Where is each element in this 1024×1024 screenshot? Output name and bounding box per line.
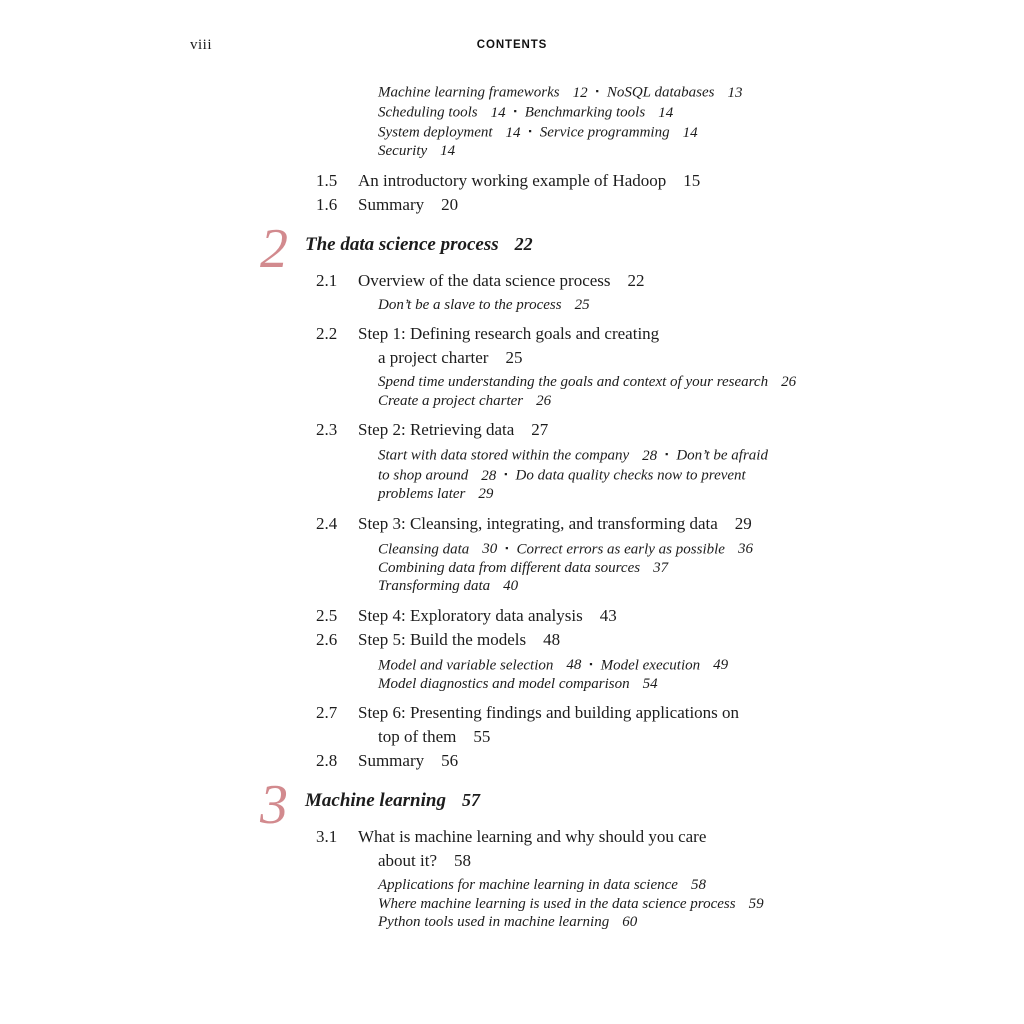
section-line	[262, 269, 862, 293]
section-title: Step 4: Exploratory data analysis	[358, 605, 583, 625]
section-number: 2.3	[316, 420, 338, 439]
page-number: 54	[642, 675, 658, 692]
section-continuation-line	[262, 725, 862, 749]
page-number: 57	[461, 790, 480, 810]
section-title: a project charter	[378, 348, 489, 367]
page-number: 22	[627, 270, 645, 290]
section-continuation-line	[262, 849, 862, 873]
section-title: An introductory working example of Hadoop	[358, 170, 667, 190]
subentry-title: problems later	[378, 486, 466, 502]
subentry-title: Service programming	[539, 124, 670, 141]
toc-subentry-line	[262, 122, 862, 142]
subentry-title: Create a project charter	[378, 392, 524, 409]
page-number: 12	[572, 84, 588, 101]
section-number: 2.2	[316, 324, 338, 343]
section-number: 1.5	[316, 170, 338, 190]
toc-section-entry	[262, 749, 862, 773]
subentry-title: Applications for machine learning in data science	[378, 877, 678, 893]
toc-subentry-line	[262, 913, 862, 932]
subentry-title: Correct errors as early as possible	[516, 541, 725, 557]
toc-subentries-block	[262, 539, 862, 596]
bullet-separator-icon: ▪	[595, 86, 599, 96]
section-number: 2.1	[316, 270, 338, 290]
toc-subentry-line	[262, 82, 862, 102]
section-number: 2.4	[316, 513, 338, 533]
subentry-title: Model execution	[600, 657, 701, 673]
bullet-separator-icon: ▪	[665, 449, 669, 459]
toc-subentry-line	[262, 675, 862, 694]
chapter-number: 2	[260, 217, 288, 280]
page-number: 14	[505, 124, 521, 141]
page-number: 14	[490, 104, 506, 121]
page-number: 25	[574, 296, 590, 313]
toc-section-entry	[262, 825, 862, 873]
toc-subentry-line	[262, 392, 862, 411]
chapter-title-line	[305, 234, 533, 256]
page-number: 36	[737, 541, 753, 557]
subentry-title: Machine learning frameworks	[378, 84, 560, 101]
bullet-separator-icon: ▪	[504, 469, 508, 479]
page-number: 40	[503, 578, 519, 594]
page-number: 13	[727, 84, 743, 101]
toc	[262, 79, 862, 932]
toc-subentries-block	[262, 876, 862, 932]
subentry-title: Model diagnostics and model comparison	[378, 675, 630, 692]
page-number-folio: viii	[190, 37, 213, 53]
page-number: 26	[536, 392, 552, 409]
subentry-title: Combining data from different data sources	[378, 559, 641, 576]
subentry-title: Model and variable selection	[378, 657, 554, 673]
toc-section-entry	[262, 418, 862, 442]
section-line	[262, 418, 862, 442]
toc-subentry-line	[262, 876, 862, 895]
section-title: Step 2: Retrieving data	[358, 420, 515, 439]
page-number: 28	[481, 467, 497, 484]
bullet-separator-icon: ▪	[505, 542, 509, 553]
toc-subentry-line	[262, 296, 862, 315]
subentry-title: Scheduling tools	[378, 104, 478, 121]
section-number: 2.7	[316, 703, 338, 722]
chapter-heading	[260, 774, 862, 836]
page-number: 14	[440, 143, 456, 159]
page-number: 14	[658, 104, 674, 121]
page-number: 29	[734, 513, 752, 533]
subentry-title: Transforming data	[378, 578, 491, 594]
section-number: 3.1	[316, 827, 338, 846]
page-number: 56	[441, 751, 459, 770]
page-number: 55	[473, 727, 491, 746]
section-line	[262, 628, 862, 652]
page-number: 58	[454, 851, 472, 870]
bullet-separator-icon: ▪	[513, 106, 517, 116]
subentry-title: NoSQL databases	[606, 84, 715, 101]
toc-subentry-line	[262, 559, 862, 578]
page-number: 22	[514, 233, 533, 254]
section-title: Step 6: Presenting findings and building applications on	[358, 703, 740, 722]
page-number: 20	[441, 194, 459, 214]
subentry-title: Don’t be afraid	[676, 447, 768, 464]
toc-subentry-line	[262, 895, 862, 914]
subentry-title: Benchmarking tools	[524, 104, 646, 121]
subentry-title: Cleansing data	[378, 541, 470, 557]
toc-section-entry	[262, 604, 862, 628]
page-number: 25	[505, 348, 523, 367]
toc-section-entry	[262, 701, 862, 749]
section-continuation-line	[262, 346, 862, 370]
page-number: 37	[653, 559, 669, 576]
toc-subentry-line	[262, 577, 862, 596]
toc-subentry-line	[262, 655, 862, 675]
subentry-title: Where machine learning is used in the data science process	[378, 895, 736, 912]
subentry-title: System deployment	[378, 124, 493, 141]
section-line	[262, 322, 862, 346]
subentry-title: to shop around	[378, 467, 469, 484]
page-number: 60	[622, 914, 638, 930]
page-number: 58	[690, 877, 706, 893]
bullet-separator-icon: ▪	[528, 126, 532, 136]
toc-section-entry	[262, 169, 862, 193]
chapter-title-line	[305, 790, 480, 812]
running-head: CONTENTS	[476, 39, 548, 51]
section-line	[262, 749, 862, 773]
page-number: 28	[642, 447, 658, 464]
toc-subentry-line	[262, 445, 862, 465]
page-number: 48	[566, 657, 582, 673]
section-title: about it?	[378, 851, 438, 870]
toc-subentry-line	[262, 142, 862, 161]
toc-subentry-line	[262, 373, 862, 392]
section-number: 2.8	[316, 751, 338, 770]
subentry-title: Spend time understanding the goals and context of your research	[378, 374, 769, 390]
toc-subentry-line	[262, 465, 862, 485]
section-title: Overview of the data science process	[358, 270, 611, 290]
section-number: 2.6	[316, 629, 338, 649]
section-title: Step 1: Defining research goals and creating	[358, 324, 660, 343]
section-line	[262, 825, 862, 849]
toc-section-entry	[262, 269, 862, 293]
page-number: 43	[599, 605, 617, 625]
subentry-title: Start with data stored within the company	[378, 447, 630, 464]
page-number: 14	[682, 124, 698, 141]
section-number: 1.6	[316, 194, 338, 214]
section-title: Step 5: Build the models	[358, 629, 527, 649]
toc-subentries-block	[262, 373, 862, 410]
page-number: 30	[482, 541, 498, 557]
toc-section-entry	[262, 322, 862, 370]
section-title: top of them	[378, 727, 457, 746]
toc-subentries-block	[262, 655, 862, 694]
page-number: 59	[748, 895, 764, 912]
chapter-number: 3	[260, 774, 288, 836]
toc-subentry-line	[262, 485, 862, 504]
section-title: Step 3: Cleansing, integrating, and transforming data	[358, 513, 718, 533]
section-line	[262, 701, 862, 725]
subentry-title: Don’t be a slave to the process	[378, 296, 562, 313]
page-number: 27	[531, 420, 549, 439]
page-number: 26	[781, 374, 797, 390]
toc-section-entry	[262, 628, 862, 652]
toc-section-entry	[262, 512, 862, 536]
toc-subentry-line	[262, 102, 862, 122]
chapter-title: Machine learning	[305, 790, 446, 811]
subentry-title: Do data quality checks now to prevent	[515, 467, 746, 484]
section-title: Summary	[358, 751, 425, 770]
page-number: 29	[478, 486, 494, 502]
section-number: 2.5	[316, 605, 338, 625]
section-line	[262, 193, 862, 217]
section-line	[262, 169, 862, 193]
toc-subentries-block	[262, 445, 862, 504]
toc-subentries-block	[262, 296, 862, 315]
section-title: What is machine learning and why should you care	[358, 827, 707, 846]
page-number: 49	[713, 657, 729, 673]
section-line	[262, 604, 862, 628]
toc-section-entry	[262, 193, 862, 217]
toc-subentries-block	[262, 82, 862, 161]
subentry-title: Python tools used in machine learning	[378, 914, 610, 930]
page-number: 15	[683, 170, 701, 190]
bullet-separator-icon: ▪	[589, 658, 593, 669]
page-number: 48	[543, 629, 561, 649]
toc-subentry-line	[262, 539, 862, 559]
section-title: Summary	[358, 194, 425, 214]
chapter-title: The data science process	[305, 233, 499, 255]
subentry-title: Security	[378, 143, 428, 159]
section-line	[262, 512, 862, 536]
